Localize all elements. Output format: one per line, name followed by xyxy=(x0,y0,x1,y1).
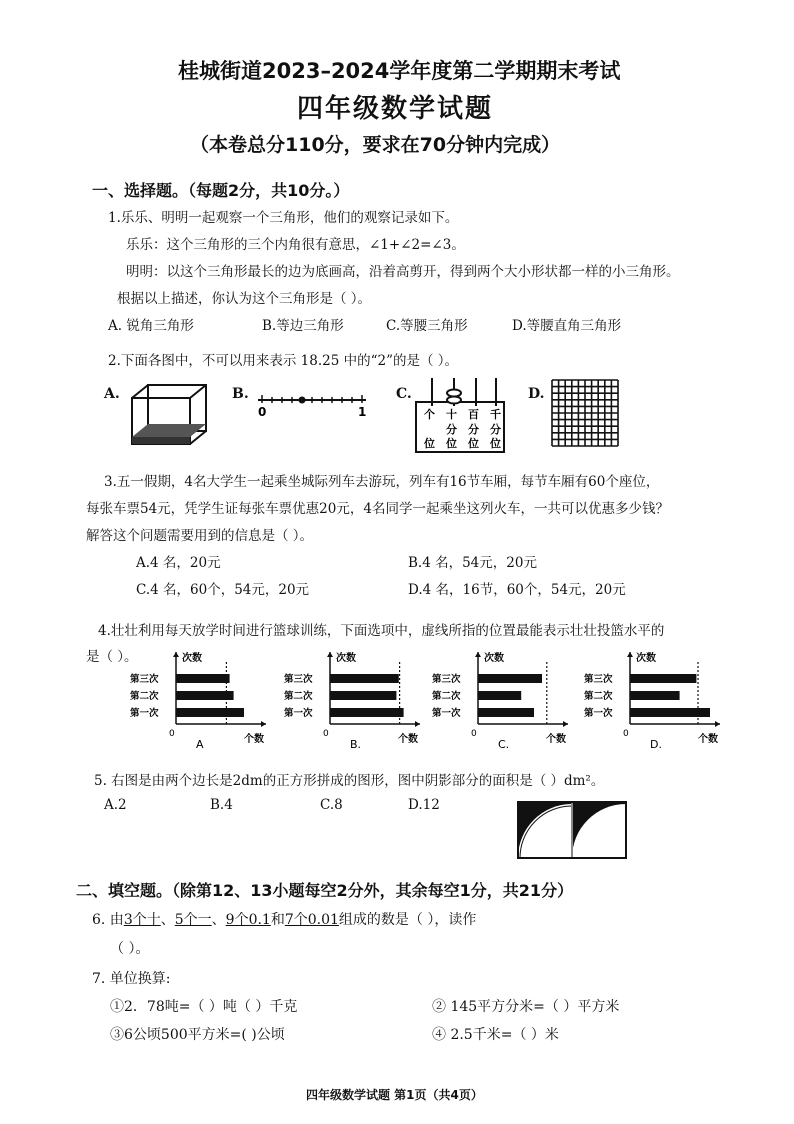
q1-option-b: B.等边三角形 xyxy=(262,318,344,334)
x-axis-label: 个数 xyxy=(244,734,264,745)
q6-line1 xyxy=(92,909,476,929)
bar xyxy=(478,674,542,683)
bar-chart-b xyxy=(280,648,430,752)
abacus-label: 十 xyxy=(446,408,457,421)
bar-category-label: 第三次 xyxy=(584,674,613,685)
bar xyxy=(630,674,696,683)
bar-category-label: 第二次 xyxy=(584,691,613,702)
q1-lele: 乐乐：这个三角形的三个内角很有意思，∠1+∠2=∠3。 xyxy=(126,237,465,253)
q3-option-a: A.4 名，20元 xyxy=(136,555,221,571)
bar xyxy=(478,708,534,717)
q6-term: 3个十 xyxy=(123,912,161,928)
bar xyxy=(330,674,399,683)
axis-origin: 0 xyxy=(471,729,477,739)
abacus-label: 位 xyxy=(490,437,501,450)
bar-category-label: 第一次 xyxy=(584,708,613,719)
q3-option-d: D.4 名，16节，60个，54元，20元 xyxy=(408,582,626,598)
bar-chart-d xyxy=(580,648,730,752)
q3-option-c: C.4 名，60个，54元，20元 xyxy=(136,582,310,598)
y-axis-arrow xyxy=(173,652,179,657)
abacus-label: 分 xyxy=(490,423,501,436)
number-line-one: 1 xyxy=(358,405,367,419)
q2-label-a: A. xyxy=(104,386,120,402)
q7-a: ①2．78吨=（ ）吨（ ）千克 xyxy=(110,999,298,1015)
y-axis-label: 次数 xyxy=(484,653,504,664)
q1-option-c: C.等腰三角形 xyxy=(386,318,468,334)
number-line-figure xyxy=(248,390,378,420)
exam-title: 四年级数学试题 xyxy=(297,94,494,124)
q7-title: 7. 单位换算: xyxy=(92,971,171,987)
axis-origin: 0 xyxy=(169,729,175,739)
page-footer: 四年级数学试题 第1页（共4页） xyxy=(306,1088,483,1102)
y-axis-label: 次数 xyxy=(636,653,656,664)
q5-option-c: C.8 xyxy=(320,797,343,813)
x-axis-label: 个数 xyxy=(698,734,718,745)
y-axis-label: 次数 xyxy=(182,653,202,664)
chart-option-label: C. xyxy=(498,738,510,751)
bar xyxy=(478,691,521,700)
abacus-label: 位 xyxy=(446,437,457,450)
bar-category-label: 第二次 xyxy=(130,691,159,702)
bar xyxy=(330,708,404,717)
bar-category-label: 第一次 xyxy=(432,708,461,719)
q2-stem: 2.下面各图中，不可以用来表示 18.25 中的“2”的是（ ）。 xyxy=(108,353,459,369)
abacus-label: 位 xyxy=(468,437,479,450)
cube-figure xyxy=(128,382,210,448)
x-axis-arrow xyxy=(715,721,720,727)
section2-title: 二、填空题。（除第12、13小题每空2分外，其余每空1分，共21分） xyxy=(76,881,574,900)
abacus-label: 百 xyxy=(468,408,479,421)
chart-option-label: D. xyxy=(650,738,662,751)
q2-label-b: B. xyxy=(232,386,249,402)
axis-origin: 0 xyxy=(323,729,329,739)
q6-term: 9个0.1 xyxy=(225,912,271,928)
x-axis-arrow xyxy=(563,721,568,727)
q5-option-a: A.2 xyxy=(104,797,127,813)
bar xyxy=(176,674,230,683)
q2-label-c: C. xyxy=(396,386,412,402)
x-axis-label: 个数 xyxy=(546,734,566,745)
bar xyxy=(176,708,244,717)
bar xyxy=(630,691,680,700)
bar-chart-a xyxy=(126,648,276,752)
exam-subtitle: （本卷总分110分，要求在70分钟内完成） xyxy=(190,134,561,156)
q6-term: 7个0.01 xyxy=(284,912,339,928)
abacus-label: 千 xyxy=(490,408,501,421)
bar-category-label: 第二次 xyxy=(284,691,313,702)
x-axis-arrow xyxy=(415,721,420,727)
bar-category-label: 第三次 xyxy=(130,674,159,685)
hundred-grid-figure xyxy=(550,378,620,448)
q6-and: 和 xyxy=(270,912,285,928)
q4-line2: 是（ ）。 xyxy=(86,649,138,665)
q1-option-a: A. 锐角三角形 xyxy=(108,318,194,334)
abacus-label: 个 xyxy=(424,408,435,421)
chart-option-label: A xyxy=(196,738,204,751)
q6-rest: 组成的数是（ ），读作 xyxy=(338,912,477,928)
exam-header: 桂城街道2023–2024学年度第二学期期末考试 xyxy=(178,59,621,83)
q5-option-d: D.12 xyxy=(408,797,440,813)
y-axis-label: 次数 xyxy=(336,653,356,664)
q6-sep: 、 xyxy=(211,912,226,928)
q7-d: ④ 2.5千米=（ ）米 xyxy=(432,1027,559,1043)
x-axis-label: 个数 xyxy=(398,734,418,745)
axis-origin: 0 xyxy=(623,729,629,739)
y-axis-arrow xyxy=(327,652,333,657)
bar-category-label: 第二次 xyxy=(432,691,461,702)
q1-mingming: 明明：以这个三角形最长的边为底画高，沿着高剪开，得到两个大小形状都一样的小三角形。 xyxy=(126,264,680,280)
q4-line1: 4.壮壮利用每天放学时间进行篮球训练，下面选项中，虚线所指的位置最能表示壮壮投篮水平的 xyxy=(98,623,665,639)
q7-b: ② 145平方分米=（ ）平方米 xyxy=(432,999,620,1015)
q6-prefix: 6. 由 xyxy=(92,912,124,928)
bar-category-label: 第一次 xyxy=(284,708,313,719)
q3-line1: 3.五一假期，4名大学生一起乘坐城际列车去游玩，列车有16节车厢，每节车厢有60个座位， xyxy=(104,474,660,490)
q5-option-b: B.4 xyxy=(210,797,233,813)
number-line-zero: 0 xyxy=(258,405,267,419)
abacus-label: 位 xyxy=(424,437,435,450)
abacus-label: 分 xyxy=(468,423,479,436)
bar xyxy=(330,691,396,700)
chart-option-label: B. xyxy=(350,738,362,751)
q6-term: 5个一 xyxy=(174,912,212,928)
q1-option-d: D.等腰直角三角形 xyxy=(512,318,622,334)
bar-category-label: 第三次 xyxy=(284,674,313,685)
q6-sep: 、 xyxy=(160,912,175,928)
abacus-figure xyxy=(412,376,508,454)
q3-line3: 解答这个问题需要用到的信息是（ ）。 xyxy=(86,528,314,544)
section1-title: 一、选择题。（每题2分，共10分。） xyxy=(92,181,350,200)
x-axis-arrow xyxy=(261,721,266,727)
bar-category-label: 第一次 xyxy=(130,708,159,719)
q1-stem: 1.乐乐、明明一起观察一个三角形，他们的观察记录如下。 xyxy=(108,210,459,226)
bar-category-label: 第三次 xyxy=(432,674,461,685)
q1-ask: 根据以上描述，你认为这个三角形是（ ）。 xyxy=(117,291,372,307)
q5-stem: 5. 右图是由两个边长是2dm的正方形拼成的图形，图中阴影部分的面积是（ ）dm²。 xyxy=(94,773,605,789)
q3-line2: 每张车票54元，凭学生证每张车票优惠20元，4名同学一起乘坐这列火车，一共可以优惠多少钱？ xyxy=(86,501,669,517)
y-axis-arrow xyxy=(627,652,633,657)
q7-c: ③6公顷500平方米=( )公顷 xyxy=(110,1027,285,1043)
abacus-label: 分 xyxy=(446,423,457,436)
q3-option-b: B.4 名，54元，20元 xyxy=(408,555,537,571)
bar-chart-c xyxy=(428,648,578,752)
shaded-squares-figure xyxy=(516,800,628,860)
q2-label-d: D. xyxy=(528,386,545,402)
q6-line2: （ ）。 xyxy=(110,941,150,957)
y-axis-arrow xyxy=(475,652,481,657)
bar xyxy=(176,691,234,700)
